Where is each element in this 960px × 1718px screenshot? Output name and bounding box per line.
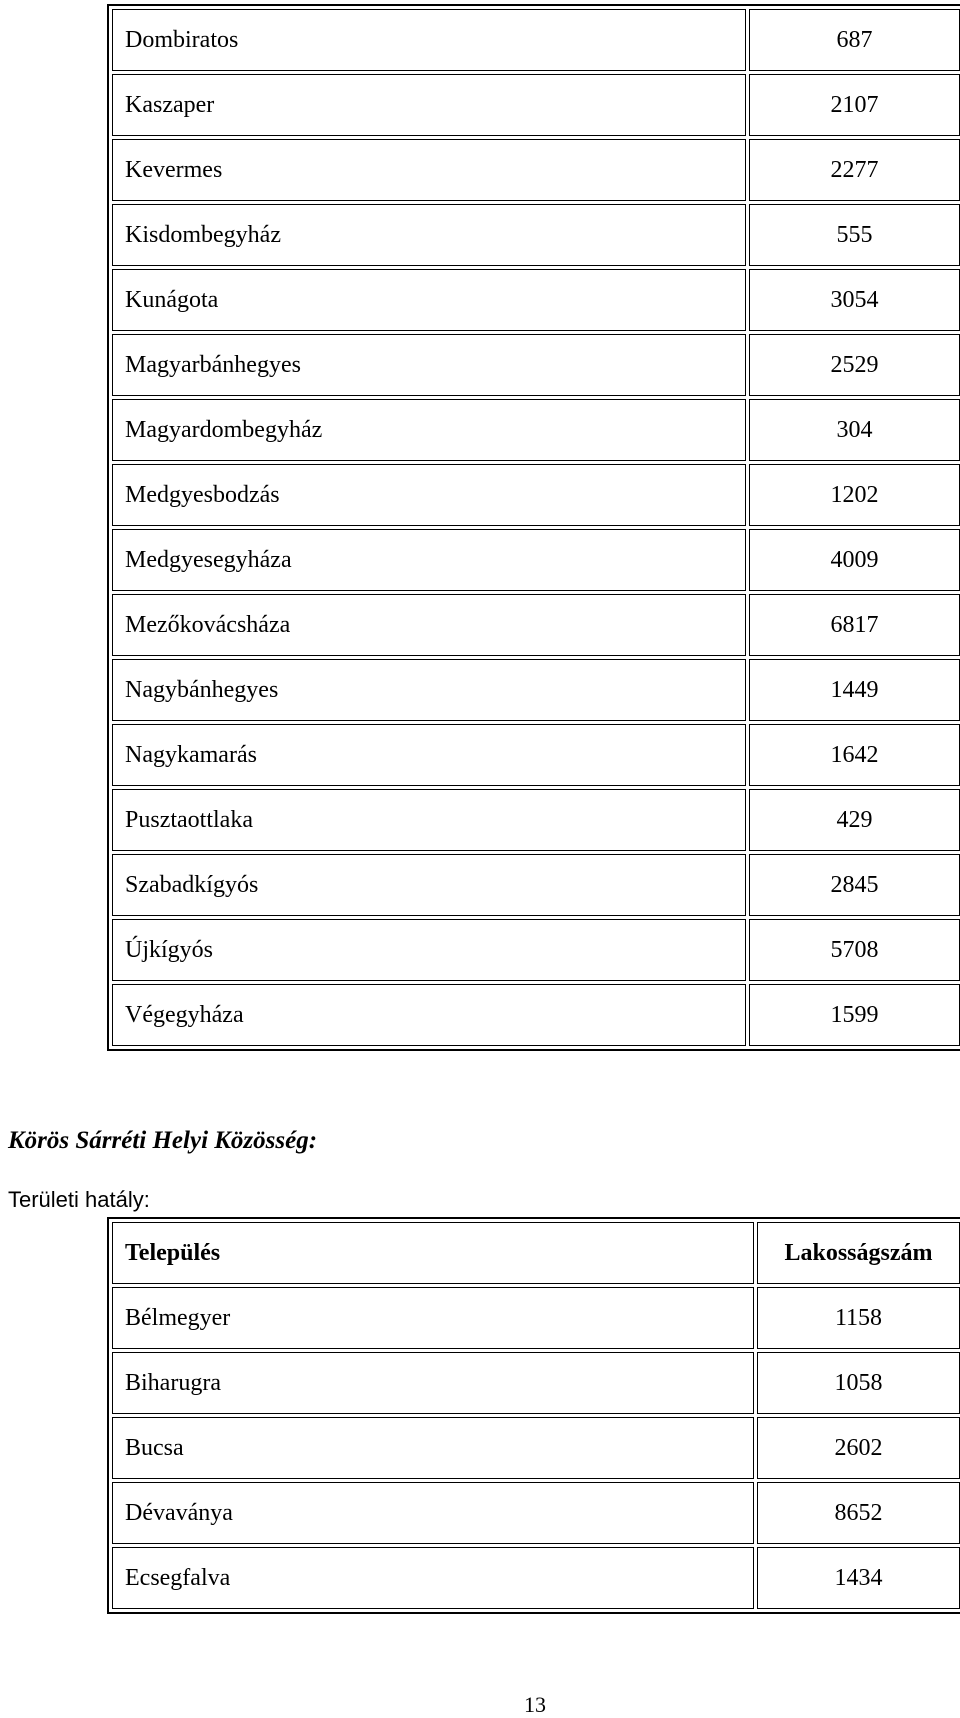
settlement-name: Végegyháza bbox=[112, 984, 746, 1046]
table-row bbox=[112, 1352, 960, 1414]
population-count: 6817 bbox=[749, 594, 960, 656]
population-count: 1434 bbox=[757, 1547, 960, 1609]
population-table-continued bbox=[107, 4, 960, 1051]
table-row bbox=[112, 1482, 960, 1544]
population-count: 1202 bbox=[749, 464, 960, 526]
population-count: 4009 bbox=[749, 529, 960, 591]
settlement-name: Magyardombegyház bbox=[112, 399, 746, 461]
table-row bbox=[112, 789, 960, 851]
table-row bbox=[112, 1287, 960, 1349]
population-count: 2107 bbox=[749, 74, 960, 136]
settlement-name: Bélmegyer bbox=[112, 1287, 754, 1349]
settlement-name: Nagybánhegyes bbox=[112, 659, 746, 721]
settlement-name: Nagykamarás bbox=[112, 724, 746, 786]
settlement-name: Dévaványa bbox=[112, 1482, 754, 1544]
population-count: 429 bbox=[749, 789, 960, 851]
table-row bbox=[112, 204, 960, 266]
settlement-name: Magyarbánhegyes bbox=[112, 334, 746, 396]
settlement-name: Mezőkovácsháza bbox=[112, 594, 746, 656]
settlement-name: Kevermes bbox=[112, 139, 746, 201]
population-count: 555 bbox=[749, 204, 960, 266]
table-row bbox=[112, 9, 960, 71]
population-count: 2529 bbox=[749, 334, 960, 396]
population-count: 2602 bbox=[757, 1417, 960, 1479]
table-header-row bbox=[112, 1222, 960, 1284]
table-row bbox=[112, 464, 960, 526]
scope-label: Területi hatály: bbox=[8, 1187, 150, 1212]
section-title: Körös Sárréti Helyi Közösség: bbox=[8, 1127, 318, 1154]
population-count: 8652 bbox=[757, 1482, 960, 1544]
settlement-name: Kaszaper bbox=[112, 74, 746, 136]
settlement-name: Biharugra bbox=[112, 1352, 754, 1414]
population-count: 1599 bbox=[749, 984, 960, 1046]
settlement-name: Bucsa bbox=[112, 1417, 754, 1479]
settlement-name: Dombiratos bbox=[112, 9, 746, 71]
page-number: 13 bbox=[524, 1692, 546, 1717]
column-header-population: Lakosságszám bbox=[757, 1222, 960, 1284]
settlement-name: Kunágota bbox=[112, 269, 746, 331]
population-count: 1642 bbox=[749, 724, 960, 786]
table-row bbox=[112, 269, 960, 331]
table-row bbox=[112, 659, 960, 721]
table-row bbox=[112, 724, 960, 786]
table-row bbox=[112, 919, 960, 981]
table-row bbox=[112, 854, 960, 916]
table-row bbox=[112, 1417, 960, 1479]
population-count: 1449 bbox=[749, 659, 960, 721]
table-row bbox=[112, 74, 960, 136]
table-row bbox=[112, 594, 960, 656]
table-row bbox=[112, 1547, 960, 1609]
table-row bbox=[112, 529, 960, 591]
settlement-name: Pusztaottlaka bbox=[112, 789, 746, 851]
population-table-body bbox=[112, 9, 960, 1046]
settlement-name: Újkígyós bbox=[112, 919, 746, 981]
settlement-name: Medgyesbodzás bbox=[112, 464, 746, 526]
settlement-name: Medgyesegyháza bbox=[112, 529, 746, 591]
table-row bbox=[112, 334, 960, 396]
column-header-settlement: Település bbox=[112, 1222, 754, 1284]
population-count: 304 bbox=[749, 399, 960, 461]
settlement-name: Ecsegfalva bbox=[112, 1547, 754, 1609]
table-row bbox=[112, 984, 960, 1046]
population-count: 5708 bbox=[749, 919, 960, 981]
settlement-name: Szabadkígyós bbox=[112, 854, 746, 916]
population-table bbox=[107, 1217, 960, 1614]
population-count: 2277 bbox=[749, 139, 960, 201]
settlement-name: Kisdombegyház bbox=[112, 204, 746, 266]
table-row bbox=[112, 139, 960, 201]
population-count: 687 bbox=[749, 9, 960, 71]
table-row bbox=[112, 399, 960, 461]
population-count: 3054 bbox=[749, 269, 960, 331]
population-table-body bbox=[112, 1222, 960, 1609]
population-count: 1158 bbox=[757, 1287, 960, 1349]
population-count: 1058 bbox=[757, 1352, 960, 1414]
population-count: 2845 bbox=[749, 854, 960, 916]
